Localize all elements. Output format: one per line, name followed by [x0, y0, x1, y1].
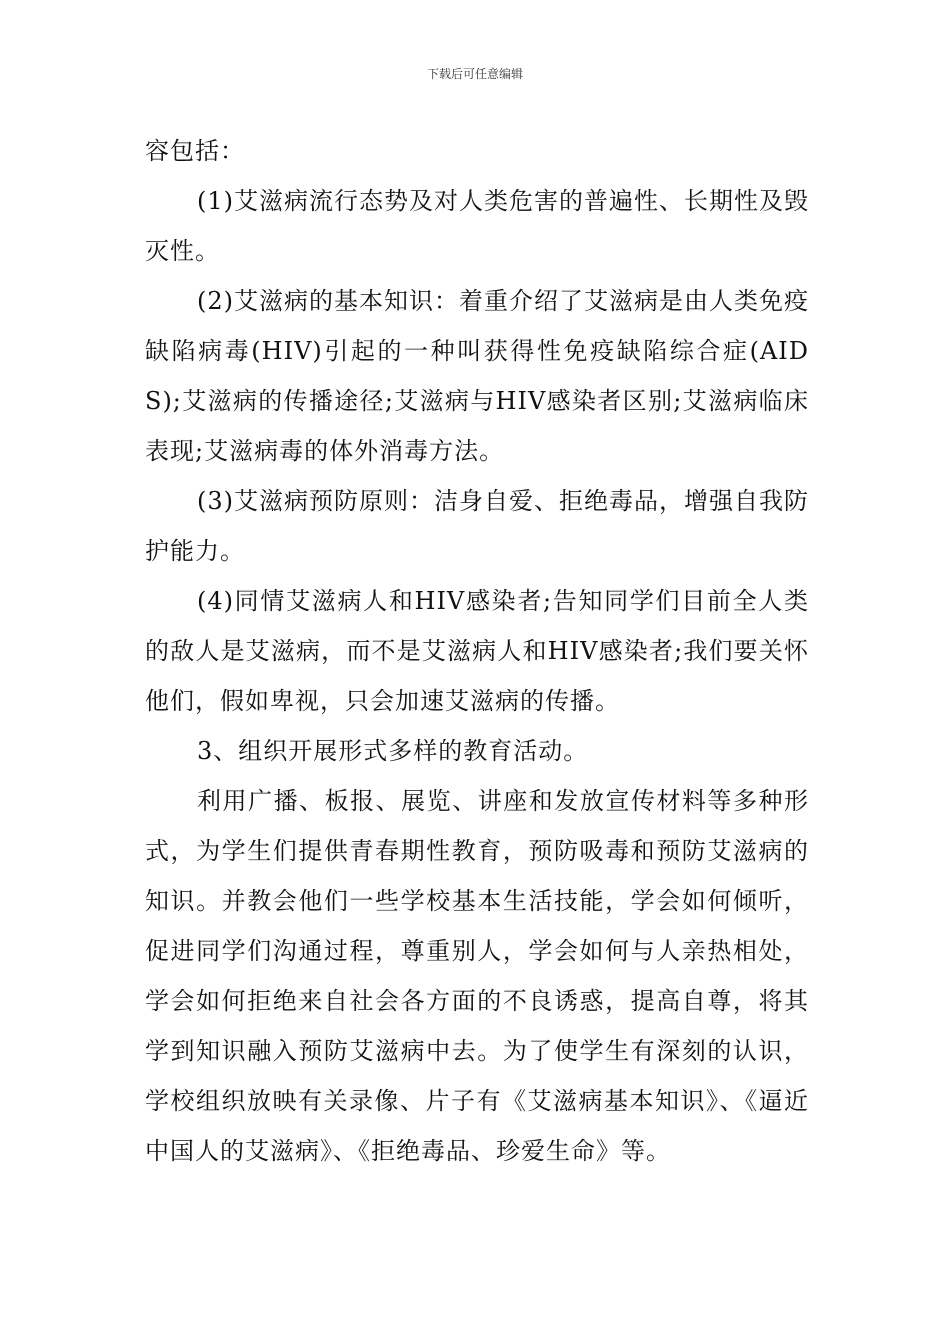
paragraph-item-4: (4)同情艾滋病人和HIV感染者;告知同学们目前全人类的敌人是艾滋病，而不是艾滋病人和HIV感染者;我们要关怀他们，假如卑视，只会加速艾滋病的传播。: [145, 587, 809, 715]
page-header-note: 下载后可任意编辑: [426, 67, 523, 81]
paragraph-item-3: (3)艾滋病预防原则：洁身自爱、拒绝毒品，增强自我防护能力。: [145, 487, 809, 565]
section-heading-3: 3、组织开展形式多样的教育活动。: [197, 737, 589, 765]
paragraph-activities: 利用广播、板报、展览、讲座和发放宣传材料等多种形式，为学生们提供青春期性教育，预防吸毒和预防艾滋病的知识。并教会他们一些学校基本生活技能，学会如何倾听，促进同学们沟通过程，尊重别人，学会如何与人亲热相处，学会如何拒绝来自社会各方面的不良诱惑，提高自尊，将其学到知识融入预防艾滋病中去。为了使学生有深刻的认识，学校组织放映有关录像、片子有《艾滋病基本知识》、《逼近中国人的艾滋病》、《拒绝毒品、珍爱生命》等。: [145, 787, 809, 1165]
paragraph-item-2: (2)艾滋病的基本知识：着重介绍了艾滋病是由人类免疫缺陷病毒(HIV)引起的一种叫获得性免疫缺陷综合症(AIDS);艾滋病的传播途径;艾滋病与HIV感染者区别;艾滋病临床表现;艾滋病毒的体外消毒方法。: [145, 287, 809, 465]
paragraph-continuation: 容包括：: [145, 137, 245, 165]
document-body: [145, 126, 809, 1176]
paragraph-item-1: (1)艾滋病流行态势及对人类危害的普遍性、长期性及毁灭性。: [145, 187, 809, 265]
